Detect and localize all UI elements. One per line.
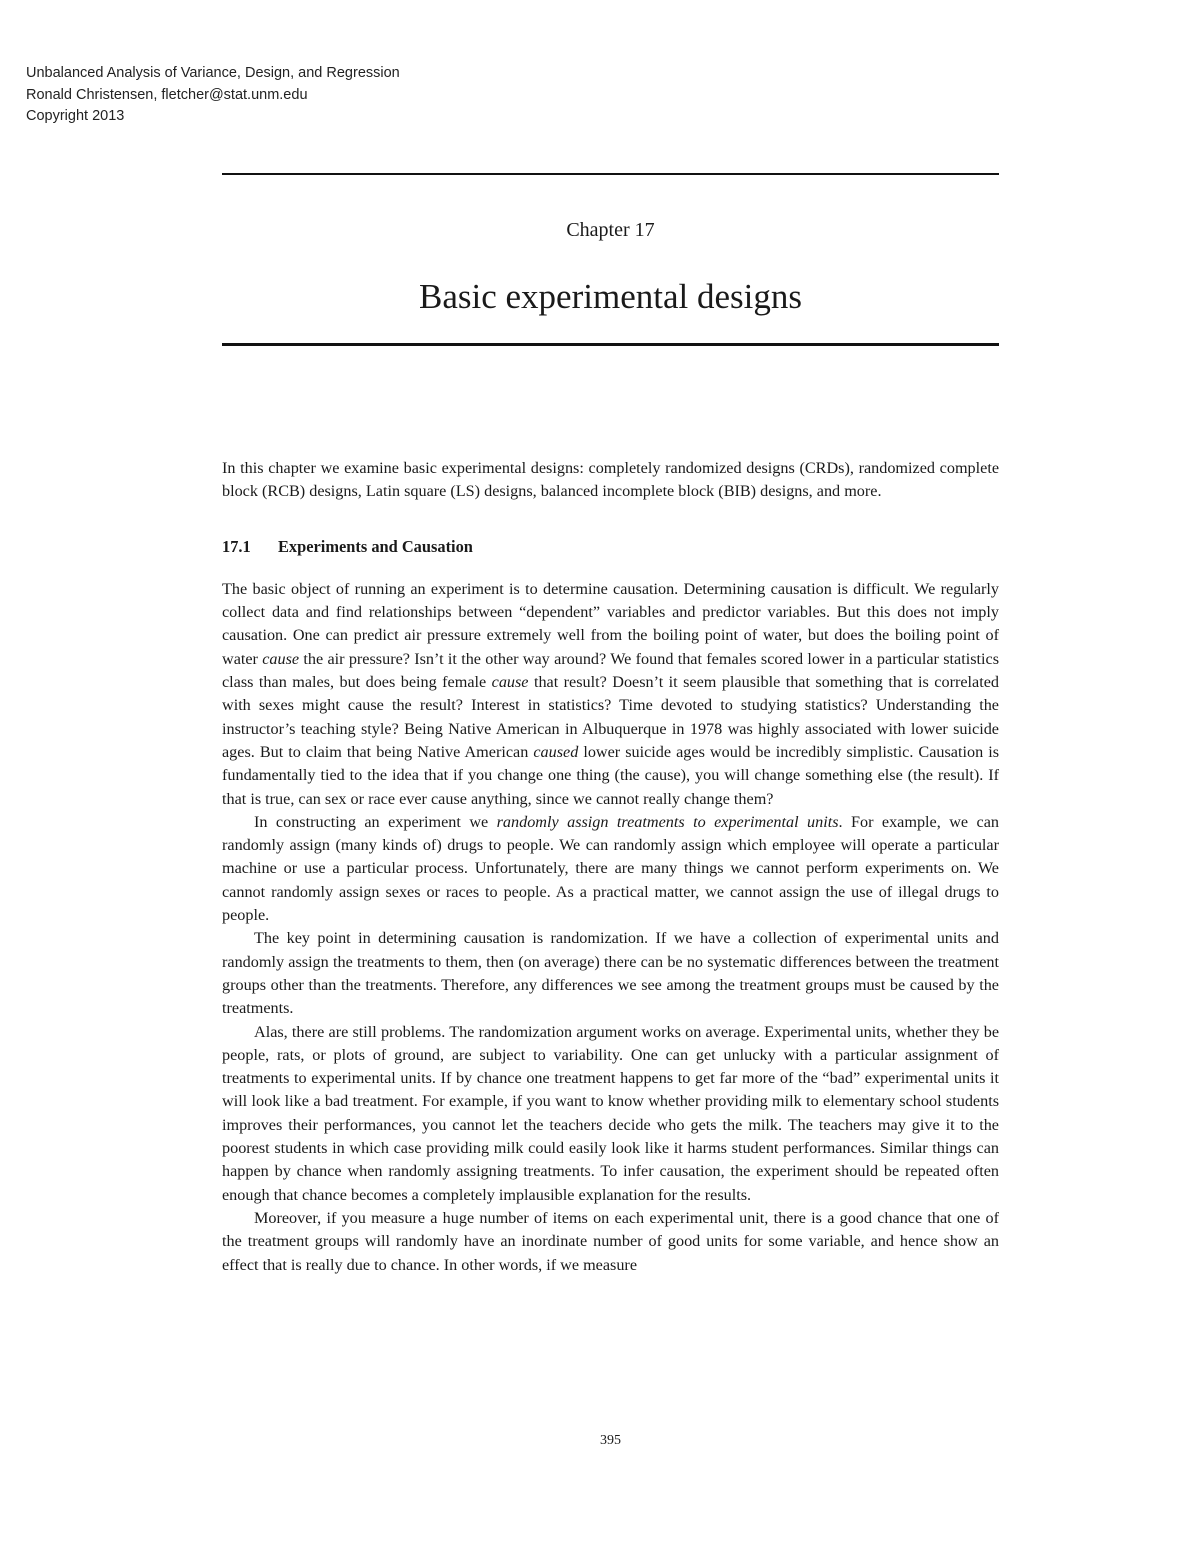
main-text [222,457,999,1277]
emphasis: cause [491,673,529,692]
text-run: lower suicide ages would be incredibly simplistic. Causation is fundamentally tied to the idea that if you change one thing (the cause), you will change something else (the result). If that is true, can sex or race ever cause anything, since we cannot really change them? [222,742,999,808]
text-run: the air pressure? Isn’t it the other way around? We found that females scored lower in a particular statistics class than males, but does being female [222,649,999,692]
header-copyright: Copyright 2013 [26,108,125,124]
section-number: 17.1 [222,536,251,556]
text-run: . For example, we can randomly assign (many kinds of) drugs to people. We can randomly assign which employee will operate a particular machine or use a particular process. Unfortunately, there are many things we cannot perform experiments on. We cannot randomly assign sexes or races to people. As a practical matter, we cannot assign the use of illegal drugs to people. [222,812,999,925]
paragraph-causation [222,578,999,811]
header-book-title: Unbalanced Analysis of Variance, Design, and Regression [26,65,400,81]
text-run: The basic object of running an experiment is to determine causation. Determining causation is difficult. We regularly collect data and find relationships between “dependent” variables and predictor variables. But this does not imply causation. One can predict air pressure extremely well from the boiling point of water, but does the boiling point of water [222,579,999,668]
header-author: Ronald Christensen, fletcher@stat.unm.edu [26,86,308,103]
paragraph-constructing [222,811,999,927]
chapter-title: Basic experimental designs [419,277,802,316]
chapter-label: Chapter 17 [566,219,655,241]
page-number: 395 [600,1433,621,1448]
text-run: that result? Doesn’t it seem plausible that something that is correlated with sexes might cause the result? Interest in statistics? Time devoted to studying statistics? Understanding the instructor’s teaching style? Being Native American in Albuquerque in 1978 was highly associated with lower suicide ages. But to claim that being Native American [222,673,999,761]
paragraph-problems: Alas, there are still problems. The randomization argument works on average. Experimental units, whether they be people, rats, or plots of ground, are subject to variability. One can get unlucky with a particular assignment of treatments to experimental units. If by chance one treatment happens to get far more of the “bad” experimental units it will look like a bad treatment. For example, if you want to know whether providing milk to elementary school students improves their performances, you cannot let the teachers decide who gets the milk. The teachers may give it to the poorest students in which case providing milk could easily look like it harms student performances. Similar things can happen by chance when randomly assigning treatments. To infer causation, the experiment should be repeated often enough that chance becomes a completely implausible explanation for the results. [222,1022,999,1204]
section-heading [222,535,999,558]
emphasis: cause [262,649,300,668]
intro-paragraph: In this chapter we examine basic experimental designs: completely randomized designs (CRDs), randomized complete block (RCB) designs, Latin square (LS) designs, balanced incomplete block (BIB) designs, and more. [222,459,999,501]
emphasis: caused [533,742,579,761]
emphasis: randomly assign treatments to experimental units [496,812,839,831]
chapter-rule-bottom [222,343,999,346]
paragraph-moreover: Moreover, if you measure a huge number of items on each experimental unit, there is a good chance that one of the treatment groups will randomly have an inordinate number of good units for some variable, and hence show an effect that is really due to chance. In other words, if we measure [222,1208,999,1274]
section-title: Experiments and Causation [278,536,473,556]
chapter-rule-top [222,173,999,175]
text-run: In constructing an experiment we [254,812,497,831]
paragraph-randomization: The key point in determining causation is randomization. If we have a collection of experimental units and randomly assign the treatments to them, then (on average) there can be no systematic differences between the treatment groups other than the treatments. Therefore, any differences we see among the treatment groups must be caused by the treatments. [222,929,999,1018]
running-header [26,63,400,128]
